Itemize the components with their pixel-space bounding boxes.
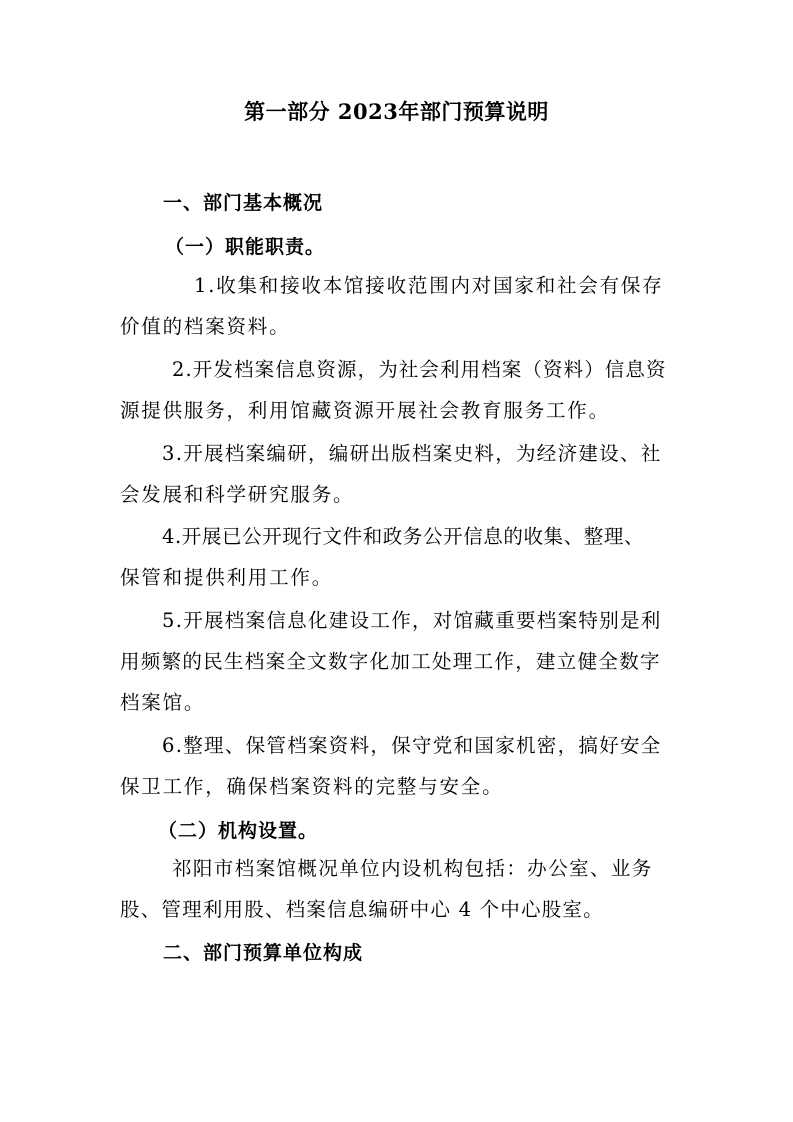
paragraph-line: 股、管理利用股、档案信息编研中心 4 个中心股室。 [120, 898, 604, 921]
paragraph-line: 会发展和科学研究服务。 [120, 483, 355, 506]
paragraph-line: 保管和提供利用工作。 [120, 566, 334, 589]
function-item-6 [120, 725, 680, 807]
function-item-3 [120, 433, 680, 515]
paragraph-line: 源提供服务，利用馆藏资源开展社会教育服务工作。 [120, 399, 610, 422]
function-item-1 [120, 265, 680, 347]
paragraph-line: 2.开发档案信息资源，为社会利用档案（资料）信息资 [172, 358, 667, 381]
paragraph-line: 用频繁的民生档案全文数字化加工处理工作，建立健全数字 [120, 650, 661, 673]
section-heading-basic-overview: 一、部门基本概况 [163, 192, 324, 214]
paragraph-line: 1.收集和接收本馆接收范围内对国家和社会有保存 [194, 274, 664, 297]
section-heading-budget-units: 二、部门预算单位构成 [163, 942, 364, 964]
function-item-4 [120, 516, 680, 598]
paragraph-line: 保卫工作，确保档案资料的完整与安全。 [120, 775, 504, 798]
paragraph-line: 6.整理、保管档案资料，保守党和国家机密，搞好安全 [162, 734, 662, 757]
paragraph-line: 3.开展档案编研，编研出版档案史料，为经济建设、社 [162, 442, 662, 465]
paragraph-line: 价值的档案资料。 [120, 315, 291, 338]
subsection-heading-functions: （一）职能职责。 [165, 236, 326, 258]
subsection-heading-organization: （二）机构设置。 [158, 820, 319, 842]
paragraph-line: 5.开展档案信息化建设工作，对馆藏重要档案特别是利 [162, 609, 662, 632]
paragraph-line: 祁阳市档案馆概况单位内设机构包括：办公室、业务 [172, 857, 653, 880]
paragraph-line: 4.开展已公开现行文件和政务公开信息的收集、整理、 [162, 525, 645, 548]
paragraph-line: 档案馆。 [120, 691, 206, 714]
function-item-5 [120, 600, 680, 723]
function-item-2 [120, 349, 680, 431]
organization-paragraph [120, 848, 680, 930]
document-title: 第一部分 2023年部门预算说明 [244, 99, 549, 124]
